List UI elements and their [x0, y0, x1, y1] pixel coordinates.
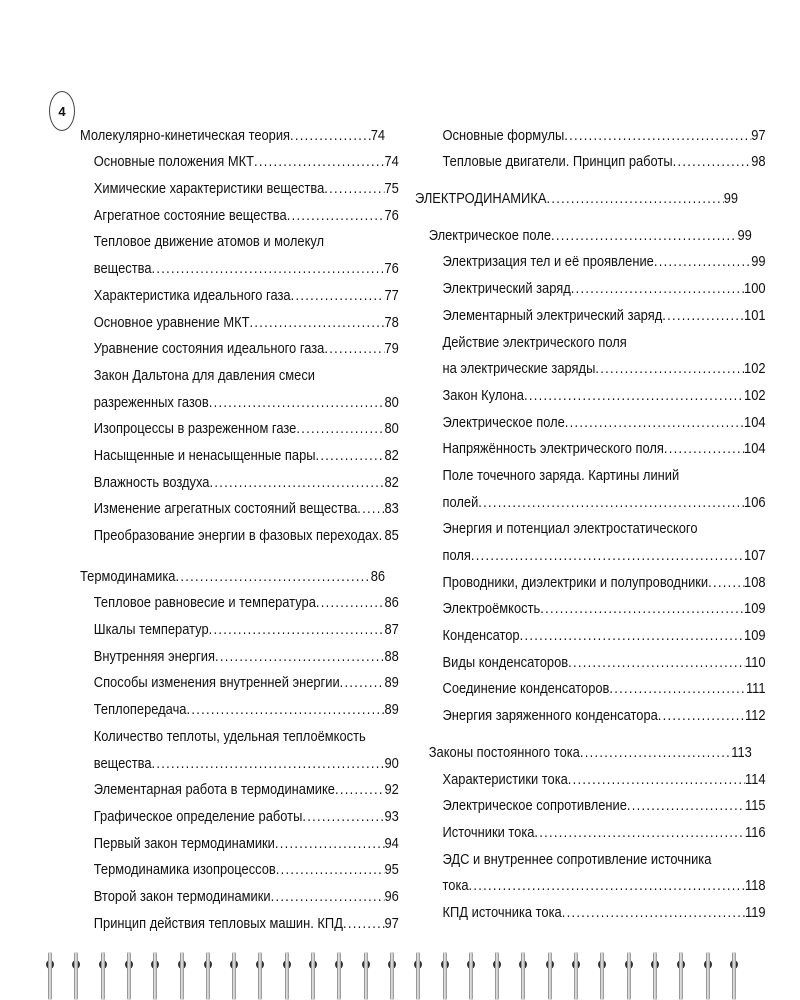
- toc-entry-title: КПД источника тока: [442, 903, 562, 921]
- toc-entry: [415, 761, 766, 788]
- toc-entry-page: 76: [384, 260, 399, 278]
- binding-ring-icon: [178, 952, 186, 1000]
- toc-entry-title: Электризация тел и её проявление: [442, 253, 654, 271]
- toc-dot-leader: [340, 674, 385, 691]
- toc-entry-title: Способы изменения внутренней энергии: [93, 674, 340, 692]
- toc-entry-title: полей: [442, 493, 479, 511]
- toc-entry-page: 115: [744, 797, 766, 815]
- binding-ring-icon: [230, 952, 238, 1000]
- toc-entry-title: Принцип действия тепловых машин. КПД: [93, 914, 343, 932]
- toc-dot-leader: [296, 420, 384, 437]
- toc-entry-page: 86: [370, 567, 386, 585]
- binding-ring-icon: [309, 952, 317, 1000]
- toc-entry: [80, 117, 385, 144]
- spiral-binding-icon: [46, 952, 756, 1000]
- toc-entry-title: Электроёмкость: [442, 600, 541, 618]
- toc-entry: [415, 537, 766, 564]
- toc-dot-leader: [215, 648, 385, 665]
- toc-entry-title: ЭЛЕКТРОДИНАМИКА: [415, 190, 547, 208]
- toc-entry: [80, 665, 399, 692]
- toc-dot-leader: [290, 127, 371, 144]
- toc-entry-page: 101: [744, 306, 766, 324]
- toc-entry-page: 80: [384, 420, 399, 438]
- toc-entry-page: 106: [744, 493, 766, 511]
- toc-entry: [80, 437, 399, 464]
- toc-entry-page: 88: [384, 647, 399, 665]
- toc-dot-leader: [609, 680, 746, 697]
- toc-entry: [80, 611, 399, 638]
- toc-dot-leader: [654, 253, 751, 270]
- toc-entry-title: Агрегатное состояние вещества: [93, 206, 287, 224]
- toc-dot-leader: [565, 414, 744, 431]
- toc-entry-title: Напряжённость электрического поля: [442, 440, 664, 458]
- toc-entry-title: Насыщенные и ненасыщенные пары: [93, 446, 316, 464]
- toc-entry-title: Элементарная работа в термодинамике: [93, 781, 335, 799]
- binding-ring-icon: [546, 952, 554, 1000]
- toc-dot-leader: [580, 744, 731, 761]
- toc-entry-page: 74: [370, 126, 386, 144]
- toc-entry: [415, 457, 766, 484]
- toc-entry: [415, 484, 766, 511]
- toc-entry-title: Графическое определение работы: [93, 807, 303, 825]
- toc-entry: [80, 304, 399, 331]
- toc-dot-leader: [562, 904, 745, 921]
- toc-entry-page: 98: [751, 153, 766, 171]
- toc-entry-page: 114: [744, 770, 766, 788]
- toc-entry-title: Внутренняя энергия: [93, 647, 215, 665]
- toc-entry: [415, 644, 766, 671]
- toc-entry-title: Действие электрического поля: [442, 333, 627, 351]
- toc-dot-leader: [551, 227, 737, 244]
- toc-entry-page: 92: [384, 781, 399, 799]
- toc-entry-title: Проводники, диэлектрики и полупроводники: [442, 573, 709, 591]
- toc-dot-leader: [571, 280, 744, 297]
- toc-dot-leader: [568, 654, 745, 671]
- toc-entry-title: Характеристики тока: [442, 770, 568, 788]
- toc-entry-page: 77: [384, 286, 399, 304]
- toc-entry-page: 90: [384, 754, 399, 772]
- toc-dot-leader: [287, 207, 385, 224]
- toc-dot-leader: [564, 127, 751, 144]
- toc-dot-leader: [152, 260, 385, 277]
- toc-entry: [80, 905, 399, 932]
- toc-entry-page: 80: [384, 393, 399, 411]
- toc-entry: [80, 691, 399, 718]
- binding-ring-icon: [99, 952, 107, 1000]
- toc-entry: [80, 491, 399, 518]
- toc-entry-title: Изменение агрегатных состояний вещества: [93, 500, 358, 518]
- toc-entry: [415, 117, 766, 144]
- toc-entry-title: Шкалы температур: [93, 621, 209, 639]
- toc-entry-page: 75: [384, 180, 399, 198]
- toc-dot-leader: [627, 797, 745, 814]
- binding-ring-icon: [151, 952, 159, 1000]
- toc-entry-page: 83: [384, 500, 399, 518]
- toc-entry-page: 116: [744, 823, 766, 841]
- binding-ring-icon: [493, 952, 501, 1000]
- toc-dot-leader: [546, 190, 723, 207]
- toc-entry-title: Второй закон термодинамики: [93, 887, 271, 905]
- toc-entry-page: 95: [384, 861, 399, 879]
- toc-entry-page: 96: [384, 887, 399, 905]
- binding-ring-icon: [572, 952, 580, 1000]
- toc-dot-leader: [209, 394, 385, 411]
- toc-entry: [415, 734, 752, 761]
- toc-entry: [415, 404, 766, 431]
- toc-entry: [80, 745, 399, 772]
- binding-ring-icon: [362, 952, 370, 1000]
- toc-entry-title: Энергия и потенциал электростатического: [442, 520, 698, 538]
- toc-dot-leader: [662, 307, 744, 324]
- toc-entry: [80, 517, 399, 544]
- toc-entry: [80, 224, 399, 251]
- toc-entry: [415, 894, 766, 921]
- toc-entry-page: 99: [751, 253, 766, 271]
- toc-dot-leader: [249, 314, 384, 331]
- toc-entry-title: Тепловые двигатели. Принцип работы: [442, 153, 673, 171]
- toc-entry-title: Конденсатор: [442, 627, 520, 645]
- binding-ring-icon: [283, 952, 291, 1000]
- toc-dot-leader: [478, 494, 744, 511]
- toc-entry-page: 119: [744, 903, 766, 921]
- toc-entry-title: вещества: [93, 260, 152, 278]
- toc-entry-title: Основное уравнение МКТ: [93, 313, 250, 331]
- toc-entry-title: Закон Дальтона для давления смеси: [93, 366, 316, 384]
- toc-dot-leader: [343, 915, 385, 932]
- toc-entry-title: Тепловое движение атомов и молекул: [93, 233, 325, 251]
- toc-entry: [80, 411, 399, 438]
- toc-dot-leader: [276, 861, 385, 878]
- toc-entry-title: Тепловое равновесие и температура: [93, 594, 316, 612]
- binding-ring-icon: [335, 952, 343, 1000]
- toc-entry-title: Электрическое поле: [428, 226, 552, 244]
- toc-entry-title: Характеристика идеального газа: [93, 286, 291, 304]
- toc-dot-leader: [595, 360, 744, 377]
- toc-entry: [80, 144, 399, 171]
- toc-entry: [415, 377, 766, 404]
- toc-dot-leader: [524, 387, 744, 404]
- toc-dot-leader: [209, 621, 385, 638]
- toc-entry-page: 111: [745, 680, 766, 698]
- toc-dot-leader: [658, 707, 745, 724]
- toc-entry-title: Основные формулы: [442, 126, 565, 144]
- toc-dot-leader: [152, 755, 385, 772]
- toc-entry-page: 112: [744, 707, 766, 725]
- toc-entry-page: 107: [744, 547, 766, 564]
- toc-entry: [80, 718, 399, 745]
- toc-dot-leader: [357, 500, 384, 517]
- toc-dot-leader: [316, 447, 385, 464]
- toc-entry: [415, 270, 766, 297]
- toc-entry-page: 100: [744, 280, 766, 298]
- toc-entry-page: 99: [723, 190, 739, 208]
- binding-ring-icon: [730, 952, 738, 1000]
- toc-entry-page: 109: [744, 600, 766, 618]
- toc-entry-page: 113: [731, 743, 752, 761]
- binding-ring-icon: [651, 952, 659, 1000]
- toc-entry: [415, 351, 766, 378]
- toc-entry: [80, 798, 399, 825]
- binding-ring-icon: [125, 952, 133, 1000]
- toc-dot-leader: [324, 180, 384, 197]
- toc-entry-title: Виды конденсаторов: [442, 653, 569, 671]
- toc-dot-leader: [324, 340, 384, 357]
- toc-dot-leader: [271, 888, 385, 905]
- toc-entry-title: Преобразование энергии в фазовых переходах: [93, 527, 379, 544]
- binding-ring-icon: [72, 952, 80, 1000]
- toc-entry: [415, 617, 766, 644]
- toc-entry-title: тока: [442, 877, 469, 895]
- toc-entry-page: 104: [744, 440, 766, 458]
- toc-entry-page: 76: [384, 206, 399, 224]
- toc-entry: [415, 144, 766, 171]
- toc-entry: [415, 841, 766, 868]
- toc-entry-title: Количество теплоты, удельная теплоёмкость: [93, 727, 366, 745]
- toc-left-column: [80, 117, 399, 932]
- toc-entry-title: Термодинамика изопроцессов: [93, 861, 276, 879]
- toc-dot-leader: [534, 824, 745, 841]
- toc-entry: [415, 431, 766, 458]
- toc-entry: [415, 297, 766, 324]
- toc-entry-title: Первый закон термодинамики: [93, 834, 275, 852]
- toc-entry-title: Электрическое сопротивление: [442, 797, 627, 815]
- toc-entry-title: Химические характеристики вещества: [93, 180, 325, 198]
- toc-right-column: [415, 117, 766, 921]
- page-number: 4: [49, 91, 75, 131]
- toc-entry: [80, 170, 399, 197]
- toc-entry: [80, 357, 399, 384]
- toc-entry-page: 110: [744, 653, 766, 671]
- binding-ring-icon: [256, 952, 264, 1000]
- toc-entry: [80, 558, 385, 585]
- toc-entry: [415, 217, 752, 244]
- toc-entry-title: Термодинамика: [80, 567, 176, 585]
- toc-entry-title: Уравнение состояния идеального газа: [93, 340, 325, 358]
- toc-dot-leader: [254, 153, 384, 170]
- toc-dot-leader: [316, 594, 385, 611]
- binding-ring-icon: [519, 952, 527, 1000]
- binding-ring-icon: [388, 952, 396, 1000]
- toc-dot-leader: [673, 153, 752, 170]
- binding-ring-icon: [467, 952, 475, 1000]
- toc-entry: [80, 878, 399, 905]
- toc-entry-page: 74: [384, 153, 399, 171]
- toc-entry-page: 86: [384, 594, 399, 612]
- toc-dot-leader: [520, 627, 744, 644]
- binding-ring-icon: [625, 952, 633, 1000]
- binding-ring-icon: [204, 952, 212, 1000]
- toc-entry: [80, 772, 399, 799]
- toc-entry-title: Законы постоянного тока: [428, 743, 580, 761]
- toc-entry-title: Электрический заряд: [442, 280, 571, 298]
- toc-entry-page: 93: [384, 807, 399, 825]
- toc-entry: [80, 852, 399, 879]
- toc-entry-page: 89: [384, 674, 399, 692]
- toc-dot-leader: [275, 835, 385, 852]
- toc-entry-title: Электрическое поле: [442, 413, 565, 431]
- toc-entry: [415, 697, 766, 724]
- toc-entry-title: вещества: [93, 754, 152, 772]
- toc-entry: [80, 638, 399, 665]
- toc-entry: [415, 868, 766, 895]
- toc-entry-title: Влажность воздуха: [93, 473, 210, 491]
- toc-entry-title: Элементарный электрический заряд: [442, 306, 663, 324]
- toc-entry-page: 85: [384, 527, 399, 544]
- toc-entry-title: Источники тока: [442, 823, 535, 841]
- toc-entry: [80, 277, 399, 304]
- toc-dot-leader: [568, 771, 745, 788]
- toc-dot-leader: [471, 547, 744, 564]
- toc-entry-title: Соединение конденсаторов: [442, 680, 610, 698]
- toc-entry-page: 94: [384, 834, 399, 852]
- toc-entry-title: разреженных газов: [93, 393, 209, 411]
- binding-ring-icon: [414, 952, 422, 1000]
- toc-entry: [80, 384, 399, 411]
- binding-ring-icon: [441, 952, 449, 1000]
- toc-entry-page: 102: [744, 386, 766, 404]
- toc-entry: [80, 585, 399, 612]
- toc-entry-title: Закон Кулона: [442, 386, 524, 404]
- toc-entry-page: 97: [751, 126, 766, 144]
- binding-ring-icon: [677, 952, 685, 1000]
- toc-dot-leader: [335, 781, 384, 798]
- toc-entry-title: Основные положения МКТ: [93, 153, 254, 171]
- toc-entry: [80, 825, 399, 852]
- toc-entry-title: Теплопередача: [93, 701, 187, 719]
- toc-entry-page: 109: [744, 627, 766, 645]
- toc-entry-page: 82: [384, 446, 399, 464]
- toc-dot-leader: [302, 808, 384, 825]
- binding-ring-icon: [598, 952, 606, 1000]
- toc-entry-page: 99: [737, 226, 752, 244]
- toc-entry-page: 102: [744, 360, 766, 378]
- toc-entry-title: Энергия заряженного конденсатора: [442, 707, 658, 725]
- toc-entry: [415, 324, 766, 351]
- toc-entry: [415, 591, 766, 618]
- toc-entry: [415, 511, 766, 538]
- toc-entry-title: Молекулярно-кинетическая теория: [80, 126, 291, 144]
- toc-entry-title: ЭДС и внутреннее сопротивление источника: [442, 850, 712, 868]
- toc-entry-title: Изопроцессы в разреженном газе: [93, 420, 297, 438]
- toc-dot-leader: [469, 877, 745, 894]
- toc-entry: [80, 464, 399, 491]
- binding-ring-icon: [46, 952, 54, 1000]
- toc-entry-page: 79: [384, 340, 399, 358]
- toc-entry-page: 89: [384, 701, 399, 719]
- toc-entry: [80, 250, 399, 277]
- toc-entry: [80, 197, 399, 224]
- toc-entry: [415, 564, 766, 591]
- toc-dot-leader: [209, 474, 384, 491]
- toc-entry-page: 97: [384, 914, 399, 932]
- toc-entry-page: 108: [744, 573, 766, 591]
- toc-entry: [415, 788, 766, 815]
- toc-entry-page: 82: [384, 473, 399, 491]
- toc-entry-title: на электрические заряды: [442, 360, 596, 378]
- toc-entry: [415, 814, 766, 841]
- toc-entry: [415, 671, 766, 698]
- toc-entry: [415, 180, 738, 207]
- toc-entry: [415, 244, 766, 271]
- toc-entry-page: 87: [384, 621, 399, 639]
- binding-ring-icon: [704, 952, 712, 1000]
- toc-entry-title: Поле точечного заряда. Картины линий: [442, 466, 680, 484]
- toc-dot-leader: [175, 568, 370, 585]
- toc-entry-page: 104: [744, 413, 766, 431]
- toc-dot-leader: [708, 574, 744, 591]
- toc-dot-leader: [664, 440, 744, 457]
- toc-entry-page: 78: [384, 313, 399, 331]
- toc-entry: [80, 331, 399, 358]
- toc-entry-title: поля: [442, 547, 471, 564]
- toc-dot-leader: [291, 287, 385, 304]
- toc-entry-page: 118: [744, 877, 766, 895]
- toc-dot-leader: [186, 701, 384, 718]
- toc-dot-leader: [540, 600, 744, 617]
